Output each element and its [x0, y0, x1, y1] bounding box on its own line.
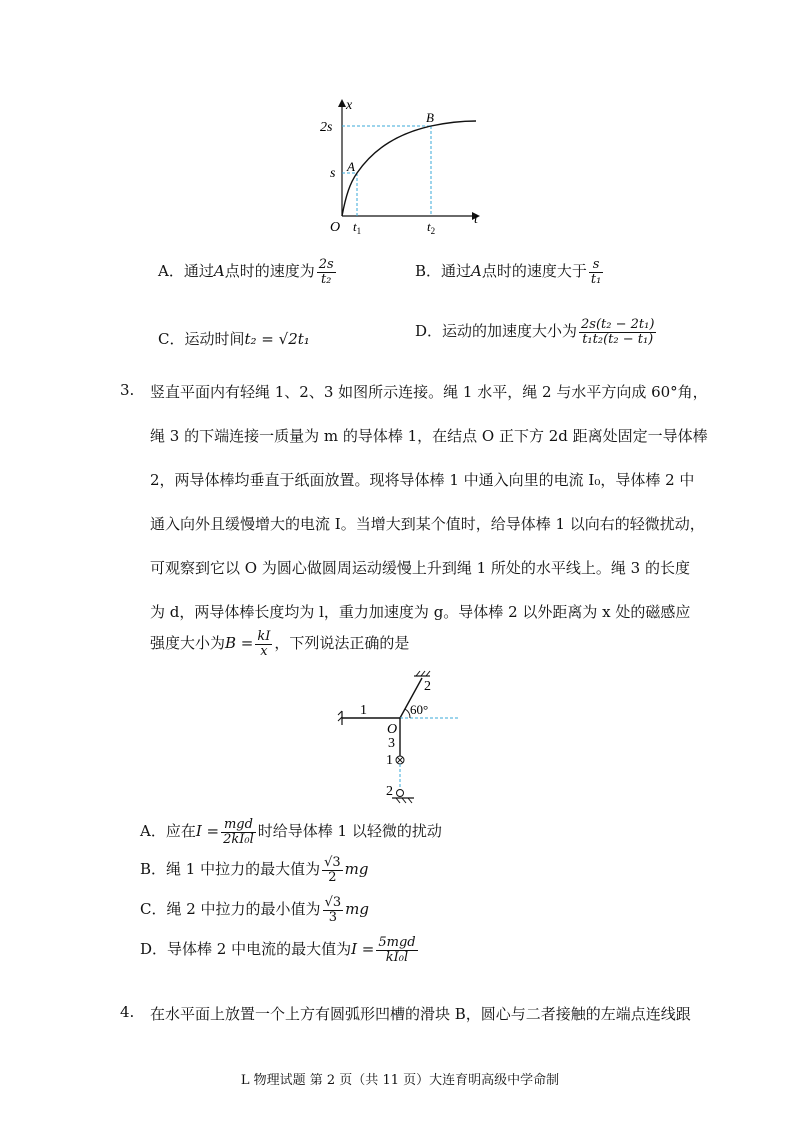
label-rope-3: 3: [388, 736, 395, 751]
hatch-bottom-1: [396, 798, 400, 803]
tick-t2-label: $t_2$: [427, 219, 436, 236]
point-a-label: A: [347, 159, 355, 174]
label-rope-1: 1: [360, 703, 367, 718]
q3-line-1: 竖直平面内有轻绳 1、2、3 如图所示连接。绳 1 水平，绳 2 与水平方向成 60°角，: [150, 383, 708, 401]
point-b-label: B: [426, 110, 434, 125]
page-footer: L 物理试题 第 2 页（共 11 页）大连育明高级中学命制: [240, 1073, 560, 1088]
q3-line-2: 绳 3 的下端连接一质量为 m 的导体棒 1，在结点 O 正下方 2d 距离处固定一导体棒: [150, 427, 708, 445]
tick-2s-label: 2s: [320, 120, 333, 135]
origin-label: O: [330, 220, 341, 235]
option-a-pre: A．通过: [158, 262, 214, 281]
q3-b-fraction: $\frac{kI}{x}$: [257, 629, 271, 659]
axis-t-label: t: [474, 212, 478, 227]
hatch-bottom-2: [402, 798, 406, 803]
x-t-curve: [342, 121, 476, 216]
option-d-fraction: $\frac{\text{2s(t₂ − 2t₁)}}{\text{t₁t₂(t₂ − t₁)}}$: [581, 317, 655, 347]
q3-option-a-pre: A．应在: [140, 822, 196, 841]
q3-line-4: 通入向外且缓慢增大的电流 I。当增大到某个值时，给导体棒 1 以向右的轻微扰动，: [150, 515, 705, 533]
q3-option-d-lhs: I =: [351, 940, 375, 959]
option-b-pre: B．通过: [415, 262, 472, 281]
axis-x-label: x: [346, 98, 353, 113]
q3-last-post: ，下列说法正确的是: [274, 634, 410, 653]
q3-option-a-lhs: I =: [195, 822, 220, 841]
option-a-mid: 点时的速度为: [224, 262, 315, 281]
q3-option-a-post: 时给导体棒 1 以轻微的扰动: [257, 822, 442, 841]
q3-last-pre: 强度大小为: [150, 634, 226, 653]
hatch-top-1: [416, 671, 420, 676]
q3-option-d: [140, 936, 420, 964]
q3-line-5: 可观察到它以 O 为圆心做圆周运动缓慢上升到绳 1 所处的水平线上。绳 3 的长度: [150, 559, 690, 577]
x-t-graph: [300, 95, 500, 240]
q3-number: 3.: [120, 381, 135, 399]
option-d-pre: D．运动的加速度大小为: [415, 322, 578, 341]
label-rod-1: 1: [386, 753, 393, 768]
hatch-left-1: [338, 711, 342, 715]
q3-formula-lhs: B =: [225, 634, 254, 653]
q3-option-c-pre: C．绳 2 中拉力的最小值为: [140, 900, 321, 919]
q3-option-c: [140, 896, 369, 924]
option-a-fraction: $\frac{2s}{\text{t₂}}$: [318, 257, 334, 287]
q2-option-a: [158, 258, 338, 286]
hatch-left-2: [338, 717, 342, 721]
option-b-mid: 点时的速度大于: [481, 262, 587, 281]
q2-option-b: [415, 258, 605, 286]
q2-option-d: [415, 318, 658, 346]
x-axis-arrow: [338, 99, 346, 107]
label-rope-2: 2: [424, 679, 431, 694]
option-c-math: t₂ = √2t₁: [244, 330, 310, 348]
label-rod-2: 2: [386, 784, 393, 799]
q3-option-c-fraction: $\frac{√3}{3}$: [324, 895, 342, 925]
q3-line-7: [150, 630, 409, 658]
q3-option-b-post: mg: [344, 860, 369, 879]
option-a-var: A: [213, 262, 225, 281]
q3-option-c-post: mg: [345, 900, 369, 919]
q2-option-c: [158, 328, 310, 349]
option-c-pre: C．运动时间: [158, 330, 245, 348]
hatch-top-3: [426, 671, 430, 676]
q3-option-b: [140, 856, 369, 884]
label-angle: 60°: [410, 702, 429, 717]
rod-2-symbol: [397, 790, 404, 797]
q3-option-a-fraction: $\frac{\text{mgd}}{\text{2kI₀l}}$: [223, 817, 254, 847]
q3-option-d-pre: D．导体棒 2 中电流的最大值为: [140, 940, 352, 959]
q3-option-d-fraction: $\frac{\text{5mgd}}{\text{kI₀l}}$: [378, 935, 416, 965]
q4-text: 在水平面上放置一个上方有圆弧形凹槽的滑块 B，圆心与二者接触的左端点连线跟: [150, 1005, 691, 1023]
q3-option-b-pre: B．绳 1 中拉力的最大值为: [140, 860, 321, 879]
tick-s-label: s: [330, 166, 336, 181]
label-O: O: [387, 722, 398, 737]
q4-number: 4.: [120, 1003, 135, 1021]
q3-option-a: [140, 818, 442, 846]
rope-diagram: [330, 665, 470, 805]
hatch-top-2: [421, 671, 425, 676]
hatch-bottom-3: [408, 798, 412, 803]
tick-t1-label: $t_1$: [353, 219, 362, 236]
q3-line-3: 2，两导体棒均垂直于纸面放置。现将导体棒 1 中通入向里的电流 I₀，导体棒 2 中: [150, 471, 695, 489]
q3-line-6: 为 d，两导体棒长度均为 l，重力加速度为 g。导体棒 2 以外距离为 x 处的磁感应: [150, 603, 691, 621]
option-b-fraction: $\frac{s}{\text{t₁}}$: [590, 257, 602, 287]
q3-option-b-fraction: $\frac{√3}{2}$: [324, 855, 341, 885]
option-b-var: A: [471, 262, 482, 281]
